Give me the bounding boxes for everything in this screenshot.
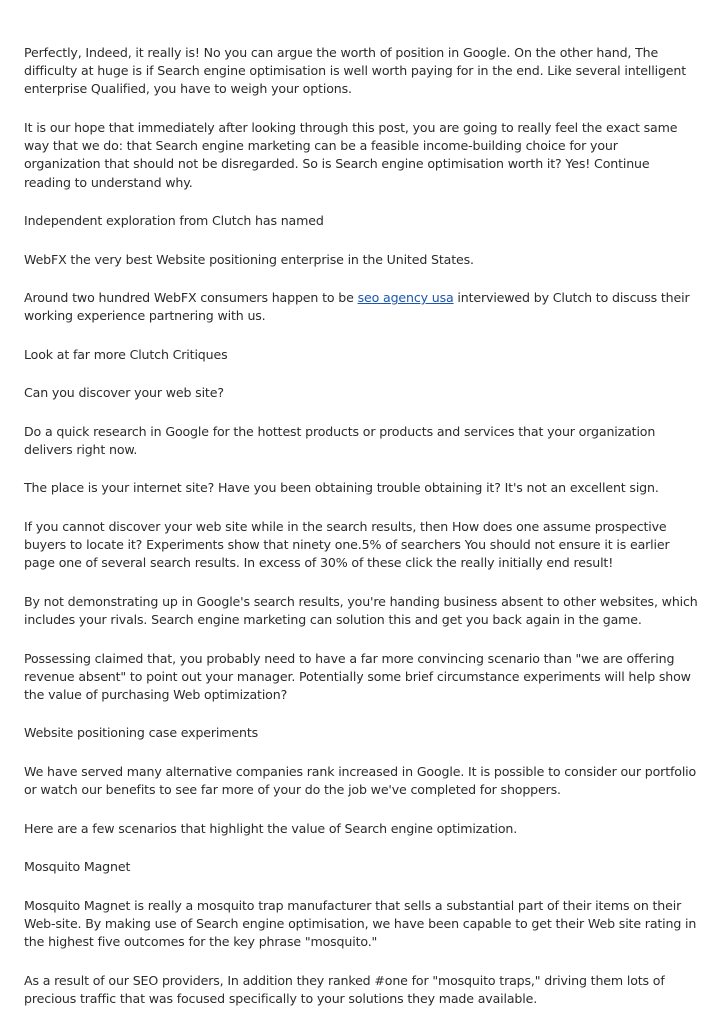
- paragraph-not-showing-up: By not demonstrating up in Google's search results, you're handing business absent to other websites, which includes your rivals. Search engine marketing can solution this and get you back again in the game.: [24, 593, 698, 628]
- paragraph-text-before-link: Around two hundred WebFX consumers happen to be: [24, 290, 358, 306]
- paragraph-convincing-scenario: Possessing claimed that, you probably need to have a far more convincing scenario than "we are offering revenue absent" to point out your manager. Potentially some brief circumstance experiments will help show the value of purchasing Web optimization?: [24, 650, 691, 702]
- paragraph-consumers-interviewed: [24, 289, 698, 325]
- paragraph-search-results-stats: If you cannot discover your web site while in the search results, then How does one assume prospective buyers to locate it? Experiments show that ninety one.5% of searchers You should not ensure it is earlier page one of several search results. In excess of 30% of these click the really initially end result!: [24, 518, 670, 571]
- heading-mosquito-magnet: Mosquito Magnet: [24, 859, 131, 875]
- paragraph-discover-site: Can you discover your web site?: [24, 385, 224, 401]
- paragraph-intro: Perfectly, Indeed, it really is! No you can argue the worth of position in Google. On the other hand, The difficulty at huge is if Search engine optimisation is well worth paying for in the end. Like several intelligent enterprise Qualified, you have to weigh your options.: [24, 45, 687, 97]
- paragraph-hope: It is our hope that immediately after looking through this post, you are going to really feel the exact same way that we do: that Search engine marketing can be a feasible income-building choice for your organization that should not be disregarded. So is Search engine optimisation worth it? Yes! Continue reading to understand why.: [24, 119, 678, 190]
- paragraph-served-companies: We have served many alternative companies rank increased in Google. It is possible to consider our portfolio or watch our benefits to see far more of your do the job we've completed for shoppers.: [24, 763, 697, 798]
- paragraph-webfx-best: WebFX the very best Website positioning enterprise in the United States.: [24, 251, 474, 267]
- paragraph-quick-research: Do a quick research in Google for the hottest products or products and services that your organization delivers right now.: [24, 423, 656, 457]
- paragraph-mosquito-magnet-description: Mosquito Magnet is really a mosquito trap manufacturer that sells a substantial part of their items on their Web-site. By making use of Search engine optimisation, we have been capable to get their Web site rating in the highest five outcomes for the key phrase "mosquito.": [24, 897, 697, 950]
- paragraph-mosquito-traps-ranking: As a result of our SEO providers, In addition they ranked #one for "mosquito traps," driving them lots of precious traffic that was focused specifically to your solutions they made available.: [24, 972, 665, 1006]
- paragraph-clutch-exploration: Independent exploration from Clutch has named: [24, 213, 324, 229]
- paragraph-clutch-critiques: Look at far more Clutch Critiques: [24, 346, 228, 362]
- paragraph-scenarios-intro: Here are a few scenarios that highlight the value of Search engine optimization.: [24, 820, 518, 836]
- paragraph-text-after-link: interviewed by Clutch to discuss their working experience partnering with us.: [24, 290, 690, 324]
- heading-case-experiments: Website positioning case experiments: [24, 725, 259, 741]
- seo-agency-usa-link[interactable]: seo agency usa: [357, 290, 454, 306]
- paragraph-where-is-site: The place is your internet site? Have you been obtaining trouble obtaining it? It's not an excellent sign.: [24, 480, 659, 496]
